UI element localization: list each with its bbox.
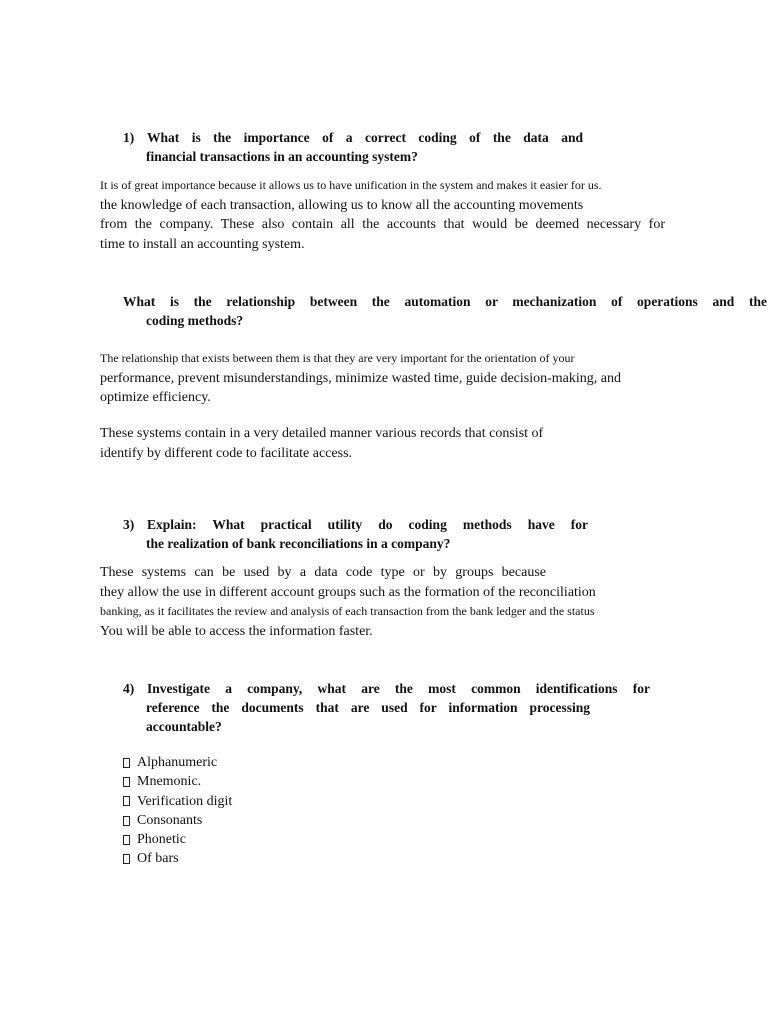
answer-line: These systems can be used by a data code type or by groups because [100,565,546,580]
answer-line: The relationship that exists between them is that they are very important for the orientation of your [100,351,575,365]
list-item-label: Verification digit [137,793,233,809]
list-item-label: Consonants [137,812,203,828]
answer-1 [100,176,665,254]
answer-line: from the company. These also contain all the accounts that would be deemed necessary for [100,217,665,232]
list-item [123,830,232,849]
answer-line: banking, as it facilitates the review and analysis of each transaction from the bank ledger and the status [100,604,595,618]
checkbox-square-icon [123,835,130,845]
list-item-label: Alphanumeric [137,755,218,770]
answer-line: You will be able to access the information faster. [100,623,373,639]
question-1 [123,128,583,166]
question-line: What is the relationship between the automation or mechanization of operations and the [123,294,767,309]
question-line: coding methods? [146,313,244,328]
question-2 [123,292,767,330]
question-4 [123,679,650,736]
question-line: 4) Investigate a company, what are the most common identifications for [123,681,650,696]
question-number: 3) [123,517,135,532]
question-line: reference the documents that are used for information processing [146,700,590,715]
list-item-label: Phonetic [137,832,186,848]
list-item [123,792,232,811]
identification-list [123,753,232,869]
answer-2-continued [100,424,543,463]
list-item [123,772,232,791]
checkbox-square-icon [123,816,130,826]
answer-line: they allow the use in different account groups such as the formation of the reconciliation [100,584,596,600]
question-line: the realization of bank reconciliations in a company? [146,536,451,551]
question-line: financial transactions in an accounting system? [146,149,418,164]
question-line: 3) Explain: What practical utility do coding methods have for [123,517,588,532]
question-line: 1) What is the importance of a correct coding of the data and [123,130,583,145]
answer-2 [100,349,621,408]
answer-line: performance, prevent misunderstandings, minimize wasted time, guide decision-making, and [100,370,621,386]
question-number: 4) [123,681,135,696]
question-line: accountable? [146,719,222,734]
checkbox-square-icon [123,758,130,768]
question-3 [123,515,588,553]
answer-line: It is of great importance because it allows us to have unification in the system and makes it easier for us. [100,178,602,192]
answer-line: time to install an accounting system. [100,236,305,252]
list-item [123,811,232,830]
answer-line: identify by different code to facilitate access. [100,445,353,461]
answer-line: These systems contain in a very detailed manner various records that consist of [100,426,544,441]
list-item [123,753,232,772]
checkbox-square-icon [123,777,130,787]
list-item [123,849,232,868]
answer-line: optimize efficiency. [100,390,211,405]
answer-line: the knowledge of each transaction, allowing us to know all the accounting movements [100,197,584,213]
checkbox-square-icon [123,796,130,806]
answer-3 [100,563,596,641]
list-item-label: Of bars [137,851,179,867]
list-item-label: Mnemonic. [137,774,202,790]
question-number: 1) [123,130,135,145]
checkbox-square-icon [123,854,130,864]
